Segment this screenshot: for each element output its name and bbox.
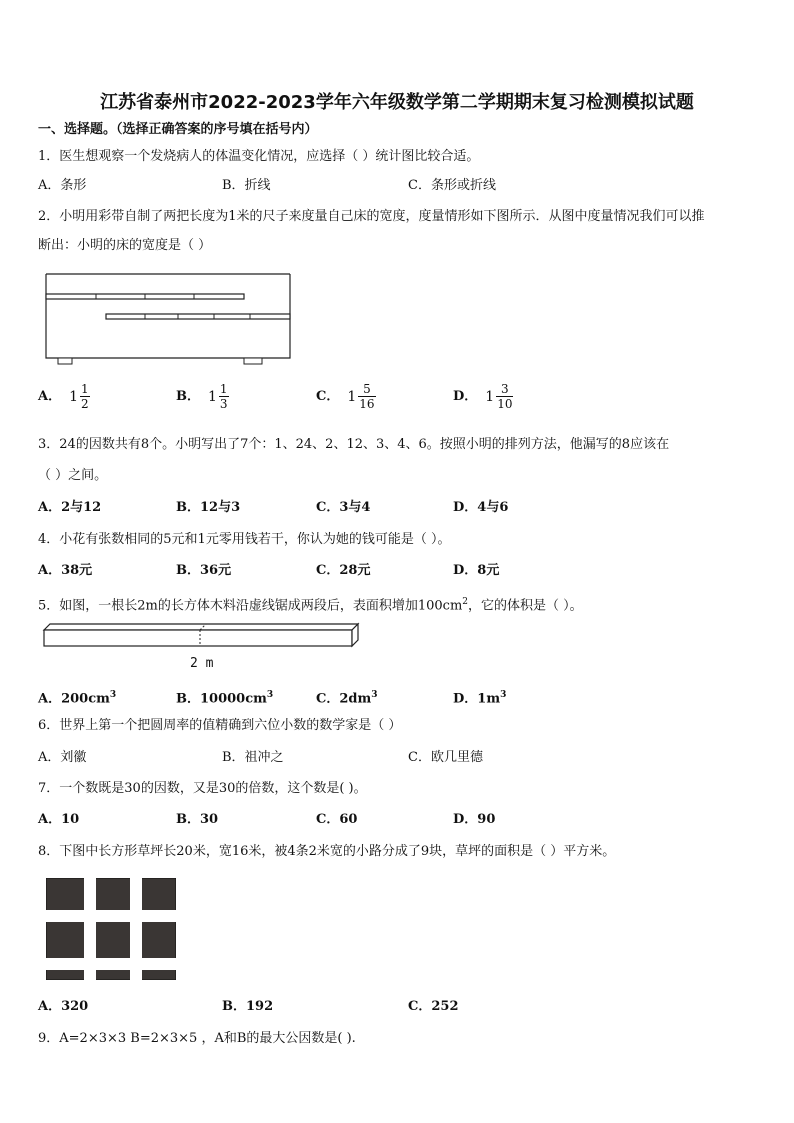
question-4-stem: 4．小花有张数相同的5元和1元零用钱若干，你认为她的钱可能是（ ）。 — [38, 532, 451, 547]
q5-option-c-sup: 3 — [371, 690, 378, 700]
q2-option-a-denominator: 2 — [81, 397, 89, 411]
q4-option-c[interactable]: C．28元 — [316, 563, 371, 578]
q7-option-b[interactable]: B．30 — [176, 812, 219, 827]
timber-figure — [40, 620, 362, 652]
q2-option-b-denominator: 3 — [219, 397, 228, 411]
q8-option-b[interactable]: B．192 — [222, 999, 274, 1014]
q3-option-c[interactable]: C．3与4 — [316, 500, 371, 515]
q3-option-a[interactable]: A．2与12 — [38, 500, 102, 515]
q2-option-d-denominator: 10 — [497, 397, 513, 411]
question-8-stem: 8．下图中长方形草坪长20米，宽16米，被4条2米宽的小路分成了9块，草坪的面积是（ ）平方米。 — [38, 844, 616, 859]
section-heading: 一、选择题。（选择正确答案的序号填在括号内） — [38, 122, 318, 137]
question-1-stem: 1．医生想观察一个发烧病人的体温变化情况，应选择（ ）统计图比较合适。 — [38, 149, 480, 164]
question-9-stem: 9．A=2×3×3 B=2×3×5 ，A和B的最大公因数是( ). — [38, 1031, 356, 1046]
q1-option-a[interactable]: A．条形 — [38, 178, 87, 193]
q5-option-d-label: D． — [453, 691, 478, 707]
q2-option-a-whole: 1 — [69, 388, 79, 405]
q5-option-c-label: C． — [316, 691, 340, 707]
q6-option-c[interactable]: C．欧几里德 — [408, 750, 483, 765]
question-2-stem-line2: 断出：小明的床的宽度是（ ） — [38, 238, 212, 253]
bed-ruler-figure — [44, 270, 294, 366]
q2-option-c[interactable] — [316, 382, 376, 411]
q2-option-b-label: B． — [176, 388, 200, 404]
q5-option-b-value: 10000cm — [200, 691, 267, 707]
q5-option-b[interactable] — [176, 687, 273, 707]
q2-option-a[interactable] — [38, 382, 90, 411]
q8-option-c[interactable]: C．252 — [408, 999, 459, 1014]
q5-option-a-label: A． — [38, 691, 62, 707]
q5-option-a-sup: 3 — [109, 690, 117, 700]
q3-option-d[interactable]: D．4与6 — [453, 500, 509, 515]
q5-stem-sup: 2 — [462, 597, 469, 607]
question-3-stem-line1: 3．24的因数共有8个。小明写出了7个：1、24、2、12、3、4、6。按照小明的排列方法，他漏写的8应该在 — [38, 437, 670, 452]
q5-option-a[interactable] — [38, 687, 116, 707]
question-5-stem — [38, 594, 583, 614]
q2-option-c-whole: 1 — [347, 388, 357, 405]
q8-option-a[interactable]: A．320 — [38, 999, 89, 1014]
q5-stem-pre: 5．如图，一根长2m的长方体木料沿虚线锯成两段后，表面积增加100cm — [38, 598, 463, 614]
q2-option-c-label: C． — [316, 388, 340, 404]
q2-option-d-whole: 1 — [485, 388, 495, 405]
q2-option-a-numerator: 1 — [81, 382, 89, 396]
q5-option-b-sup: 3 — [266, 690, 274, 700]
q4-option-b[interactable]: B．36元 — [176, 563, 232, 578]
q1-option-c[interactable]: C．条形或折线 — [408, 178, 496, 193]
question-2-stem-line1: 2．小明用彩带自制了两把长度为1米的尺子来度量自己床的宽度，度量情形如下图所示．从图中度量情况我们可以推 — [38, 209, 705, 224]
q4-option-a[interactable]: A．38元 — [38, 563, 93, 578]
timber-length-label: 2 m — [190, 656, 214, 671]
q7-option-a[interactable]: A．10 — [38, 812, 80, 827]
q2-option-d-numerator: 3 — [496, 382, 513, 397]
q5-option-c-value: 2dm — [339, 691, 372, 707]
q5-option-d-value: 1m — [477, 691, 501, 707]
question-3-stem-line2: （ ）之间。 — [38, 468, 108, 483]
q1-option-b[interactable]: B．折线 — [222, 178, 271, 193]
lawn-figure — [46, 878, 176, 980]
q7-option-c[interactable]: C．60 — [316, 812, 358, 827]
q2-option-d-label: D． — [453, 388, 478, 404]
q5-option-d-sup: 3 — [500, 690, 507, 700]
q6-option-a[interactable]: A．刘徽 — [38, 750, 87, 765]
q2-option-b-whole: 1 — [208, 388, 217, 405]
q2-option-b[interactable] — [176, 382, 229, 411]
q2-option-c-denominator: 16 — [359, 397, 375, 411]
q5-option-c[interactable] — [316, 687, 378, 707]
q2-option-b-numerator: 1 — [219, 382, 228, 396]
q7-option-d[interactable]: D．90 — [453, 812, 496, 827]
q2-option-a-label: A． — [38, 388, 62, 404]
q4-option-d[interactable]: D．8元 — [453, 563, 500, 578]
q5-option-a-value: 200cm — [61, 691, 110, 707]
question-6-stem: 6．世界上第一个把圆周率的值精确到六位小数的数学家是（ ） — [38, 718, 402, 733]
q2-option-c-numerator: 5 — [358, 382, 375, 397]
q2-option-d[interactable] — [453, 382, 513, 411]
q3-option-b[interactable]: B．12与3 — [176, 500, 241, 515]
q5-option-b-label: B． — [176, 691, 200, 707]
q5-option-d[interactable] — [453, 687, 506, 707]
q6-option-b[interactable]: B．祖冲之 — [222, 750, 284, 765]
q5-stem-post: ，它的体积是（ ）。 — [468, 598, 583, 614]
question-7-stem: 7．一个数既是30的因数，又是30的倍数，这个数是( )。 — [38, 781, 367, 796]
page-title: 江苏省泰州市2022-2023学年六年级数学第二学期期末复习检测模拟试题 — [100, 92, 694, 113]
